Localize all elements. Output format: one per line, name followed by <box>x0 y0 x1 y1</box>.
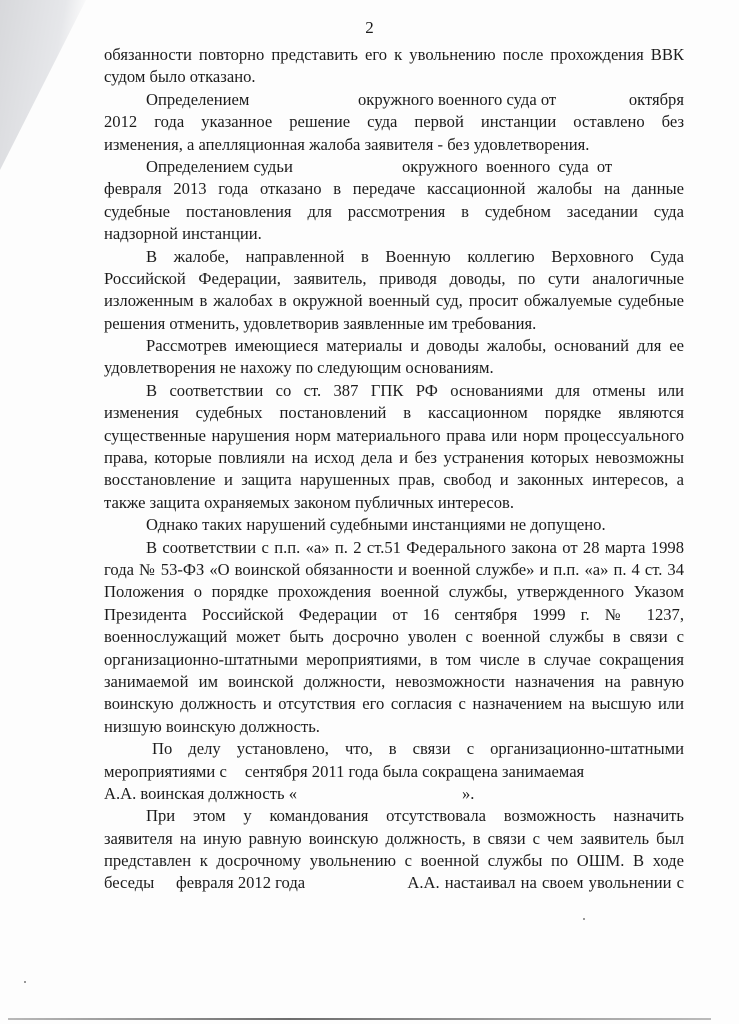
text-fragment: А.А. воинская должность « <box>104 783 297 803</box>
scan-bottom-edge <box>8 1018 711 1020</box>
text-fragment: А.А. настаивал на своем увольнении с <box>407 873 684 893</box>
text-fragment: окружного военного суда от <box>358 89 557 109</box>
scan-speck <box>583 918 585 920</box>
text-line: воинскую должность и отсутствия его согласия с назначением на высшую или <box>104 694 684 714</box>
text-fragment: октября <box>628 89 684 109</box>
text-line: обязанности повторно представить его к увольнению после прохождения ВВК <box>104 45 684 64</box>
text-fragment: Определением <box>146 89 250 109</box>
page-number: 2 <box>365 18 374 37</box>
text-line: Российской Федерации, заявитель, приводя доводы, по сути аналогичные <box>104 268 684 288</box>
text-line: В жалобе, направленной в Военную коллегию Верховного Суда <box>146 246 684 266</box>
text-line: судебные постановления для рассмотрения в судебном заседании суда <box>104 201 684 221</box>
text-line: Однако таких нарушений судебными инстанциями не допущено. <box>146 515 606 535</box>
text-line: представлен к досрочному увольнению с военной службы по ОШМ. В ходе <box>104 851 684 871</box>
text-line: низшую воинскую должность. <box>104 716 320 736</box>
text-fragment: окружного военного суда от <box>402 156 613 176</box>
text-line: удовлетворения не нахожу по следующим основаниям. <box>104 358 494 378</box>
text-fragment: мероприятиями с <box>104 761 227 781</box>
text-line: В соответствии с п.п. «а» п. 2 ст.51 Федерального закона от 28 марта 1998 <box>146 537 684 557</box>
text-line: судом было отказано. <box>104 67 256 87</box>
text-line <box>104 761 684 783</box>
text-line: изменения, а апелляционная жалоба заявителя - без удовлетворения. <box>104 134 590 154</box>
text-line: Рассмотрев имеющиеся материалы и доводы жалобы, оснований для ее <box>146 336 684 356</box>
document-body <box>104 44 684 895</box>
text-line: решения отменить, удовлетворив заявленные им требования. <box>104 313 537 333</box>
text-line: изменения судебных постановлений в кассационном порядке являются <box>104 403 684 423</box>
text-line: По делу установлено, что, в связи с организационно-штатными <box>152 739 684 759</box>
text-line: При этом у командования отсутствовала возможность назначить <box>146 806 684 826</box>
text-fragment: ». <box>462 783 475 803</box>
text-fragment: февраля 2012 года <box>176 873 306 893</box>
text-line: В соответствии со ст. 387 ГПК РФ основаниями для отмены или <box>146 380 684 400</box>
text-line: существенные нарушения норм материального права или норм процессуального <box>104 425 684 445</box>
text-line: надзорной инстанции. <box>104 224 262 244</box>
text-line: восстановление и защита нарушенных прав, свобод и законных интересов, а <box>104 470 684 490</box>
text-line: года № 53-ФЗ «О воинской обязанности и военной службе» и п.п. «а» п. 4 ст. 34 <box>104 559 684 579</box>
scan-speck <box>24 981 26 983</box>
text-line: права, которые повлияли на исход дела и без устранения которых невозможны <box>104 448 684 468</box>
text-line: изложенным в жалобах в окружной военный суд, просит обжалуемые судебные <box>104 291 684 311</box>
text-fragment: сентября 2011 года была сокращена занимаемая <box>244 761 585 781</box>
text-line <box>104 783 684 805</box>
text-line: Президента Российской Федерации от 16 сентября 1999 г. № 1237, <box>104 604 684 624</box>
text-line <box>104 872 684 894</box>
text-line <box>104 156 684 178</box>
text-line: заявителя на иную равную воинскую должность, в связи с чем заявитель был <box>104 828 684 848</box>
text-line: Положения о порядке прохождения военной службы, утвержденного Указом <box>104 582 684 602</box>
text-line <box>104 89 684 111</box>
text-line: также защита охраняемых законом публичных интересов. <box>104 492 515 512</box>
text-line: военнослужащий может быть досрочно уволен с военной службы в связи с <box>104 627 684 647</box>
text-fragment: Определением судьи <box>146 156 293 176</box>
text-line: 2012 года указанное решение суда первой инстанции оставлено без <box>104 112 684 132</box>
text-line: февраля 2013 года отказано в передаче кассационной жалобы на данные <box>104 179 684 199</box>
text-line: занимаемой им воинской должности, невозможности назначения на равную <box>104 671 684 691</box>
text-line: организационно-штатными мероприятиями, в том числе в случае сокращения <box>104 649 684 669</box>
text-fragment: беседы <box>104 873 155 893</box>
